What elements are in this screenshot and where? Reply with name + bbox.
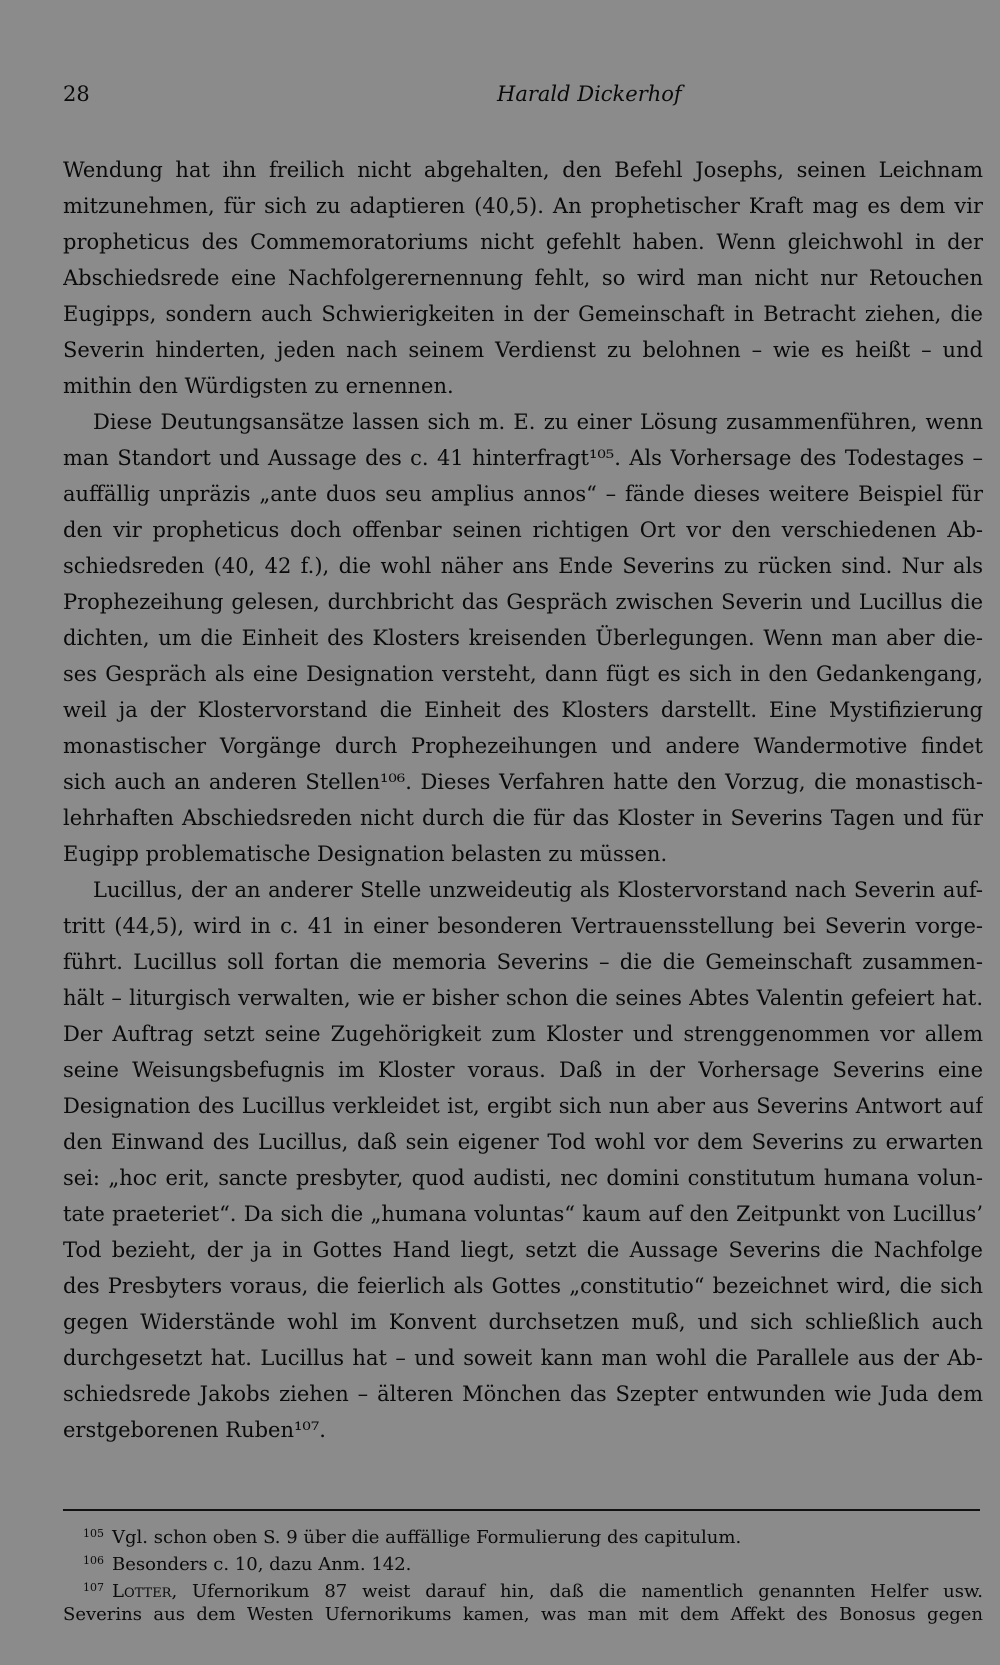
text-line: monastischer Vorgänge durch Prophezeihungen und andere Wandermotive findet [63, 734, 983, 758]
page-number: 28 [63, 82, 90, 106]
text-line: tritt (44,5), wird in c. 41 in einer besonderen Vertrauensstellung bei Severin vorge- [63, 914, 983, 938]
body-text [63, 152, 983, 1448]
text-line: den Einwand des Lucillus, daß sein eigener Tod wohl vor dem Severins zu erwarten [63, 1130, 983, 1154]
text-line: den vir propheticus doch offenbar seinen richtigen Ort vor den verschiedenen Ab- [63, 518, 983, 542]
footnote-rule [63, 1509, 980, 1511]
footnote-107 [63, 1574, 983, 1601]
text-line: Eugipps, sondern auch Schwierigkeiten in der Gemeinschaft in Betracht ziehen, die [63, 302, 983, 326]
text-line: ses Gespräch als eine Designation versteht, dann fügt es sich in den Gedankengang, [63, 662, 983, 686]
footnote-number: 105 [83, 1527, 104, 1540]
text-line: Eugipp problematische Designation belasten zu müssen. [63, 842, 668, 866]
text-line: lehrhaften Abschiedsreden nicht durch die für das Kloster in Severins Tagen und für [63, 806, 983, 830]
text-line: schiedsrede Jakobs ziehen – älteren Mönchen das Szepter entwunden wie Juda dem [63, 1382, 983, 1406]
text-line: Diese Deutungsansätze lassen sich m. E. zu einer Lösung zusammenführen, wenn [93, 410, 983, 434]
running-head-author: Harald Dickerhof [497, 82, 682, 106]
text-line: Severin hinderten, jeden nach seinem Verdienst zu belohnen – wie es heißt – und [63, 338, 983, 362]
text-line: mithin den Würdigsten zu ernennen. [63, 374, 454, 398]
running-head [63, 82, 990, 112]
text-line: Der Auftrag setzt seine Zugehörigkeit zum Kloster und strenggenommen vor allem [63, 1022, 983, 1046]
footnote-number: 106 [83, 1554, 104, 1567]
text-line: weil ja der Klostervorstand die Einheit des Klosters darstellt. Eine Mystifizierung [63, 698, 983, 722]
text-line: Designation des Lucillus verkleidet ist, ergibt sich nun aber aus Severins Antwort auf [63, 1094, 983, 1118]
text-line: erstgeborenen Ruben¹⁰⁷. [63, 1418, 326, 1442]
footnote-105 [63, 1520, 983, 1547]
text-line: dichten, um die Einheit des Klosters kreisenden Überlegungen. Wenn man aber die- [63, 626, 983, 650]
footnote-text: Besonders c. 10, dazu Anm. 142. [112, 1554, 412, 1574]
text-line: des Presbyters voraus, die feierlich als Gottes „constitutio“ bezeichnet wird, die sich [63, 1274, 983, 1298]
footnote-text: , Ufernorikum 87 weist darauf hin, daß die namentlich genannten Helfer usw. [171, 1581, 983, 1601]
text-line: gegen Widerstände wohl im Konvent durchsetzen muß, und sich schließlich auch [63, 1310, 983, 1334]
text-line: Tod bezieht, der ja in Gottes Hand liegt, setzt die Aussage Severins die Nachfolge [63, 1238, 983, 1262]
text-line: Prophezeihung gelesen, durchbricht das Gespräch zwischen Severin und Lucillus die [63, 590, 983, 614]
text-line: Abschiedsrede eine Nachfolgerernennung fehlt, so wird man nicht nur Retouchen [63, 266, 983, 290]
text-line: sich auch an anderen Stellen¹⁰⁶. Dieses Verfahren hatte den Vorzug, die monastisch- [63, 770, 983, 794]
footnote-text: Vgl. schon oben S. 9 über die auffällige Formulierung des capitulum. [112, 1527, 742, 1547]
footnote-author: Lotter [112, 1581, 172, 1601]
text-line: Lucillus, der an anderer Stelle unzweideutig als Klostervorstand nach Severin auf- [93, 878, 983, 902]
text-line: auffällig unpräzis „ante duos seu amplius annos“ – fände dieses weitere Beispiel für [63, 482, 983, 506]
text-line: Wendung hat ihn freilich nicht abgehalten, den Befehl Josephs, seinen Leichnam [63, 158, 983, 182]
text-line: führt. Lucillus soll fortan die memoria Severins – die die Gemeinschaft zusammen- [63, 950, 983, 974]
text-line: schiedsreden (40, 42 f.), die wohl näher ans Ende Severins zu rücken sind. Nur als [63, 554, 983, 578]
footnote-106 [63, 1547, 983, 1574]
text-line: seine Weisungsbefugnis im Kloster voraus. Daß in der Vorhersage Severins eine [63, 1058, 983, 1082]
text-line: hält – liturgisch verwalten, wie er bisher schon die seines Abtes Valentin gefeiert hat. [63, 986, 983, 1010]
footnote-number: 107 [83, 1581, 104, 1594]
text-line: propheticus des Commemoratoriums nicht gefehlt haben. Wenn gleichwohl in der [63, 230, 983, 254]
footnotes [63, 1520, 983, 1628]
text-line: sei: „hoc erit, sancte presbyter, quod audisti, nec domini constitutum humana volun- [63, 1166, 983, 1190]
text-line: mitzunehmen, für sich zu adaptieren (40,5). An prophetischer Kraft mag es dem vir [63, 194, 983, 218]
text-line: durchgesetzt hat. Lucillus hat – und soweit kann man wohl die Parallele aus der Ab- [63, 1346, 983, 1370]
text-line: man Standort und Aussage des c. 41 hinterfragt¹⁰⁵. Als Vorhersage des Todestages – [63, 446, 983, 470]
footnote-107-continuation: Severins aus dem Westen Ufernorikums kamen, was man mit dem Affekt des Bonosus gegen [63, 1604, 983, 1625]
text-line: tate praeteriet“. Da sich die „humana voluntas“ kaum auf den Zeitpunkt von Lucillus’ [63, 1202, 983, 1226]
